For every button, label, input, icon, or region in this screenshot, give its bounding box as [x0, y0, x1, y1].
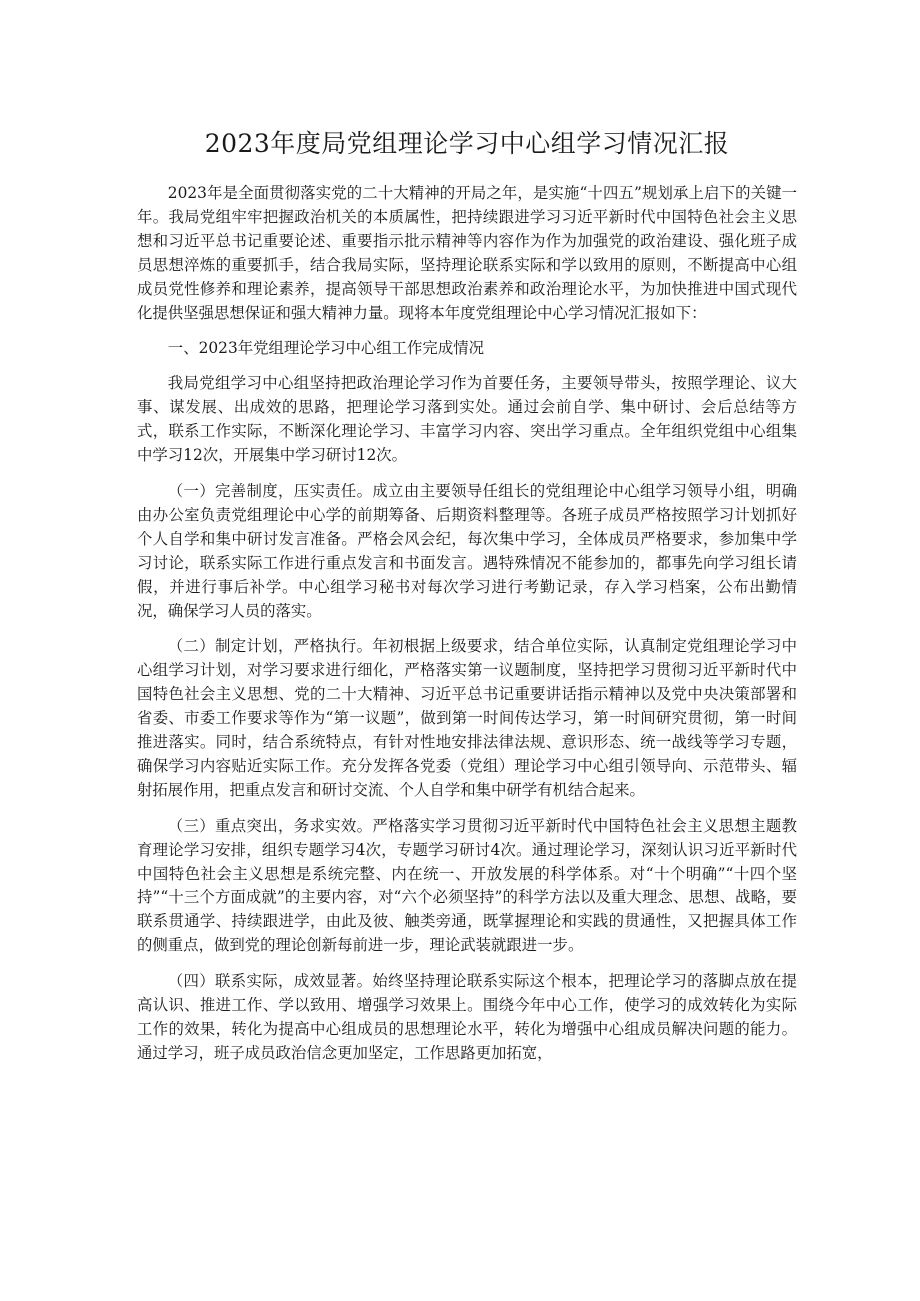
intro-paragraph: 2023年是全面贯彻落实党的二十大精神的开局之年，是实施“十四五”规划承上启下的关键一年。我局党组牢牢把握政治机关的本质属性，把持续跟进学习习近平新时代中国特色社会主义思想和习近平总书记重要论述、重要指示批示精神等内容作为作为加强党的政治建设、强化班子成员思想淬炼的重要抓手，结合我局实际，坚持理论联系实际和学以致用的原则，不断提高中心组成员党性修养和理论素养，提高领导干部思想政治素养和政治理论水平，为加快推进中国式现代化提供坚强思想保证和强大精神力量。现将本年度党组理论中心学习情况汇报如下： [137, 184, 797, 322]
section-summary-paragraph: 我局党组学习中心组坚持把政治理论学习作为首要任务，主要领导带头，按照学理论、议大事、谋发展、出成效的思路，把理论学习落到实处。通过会前自学、集中研讨、会后总结等方式，联系工作实际，不断深化理论学习、丰富学习内容、突出学习重点。全年组织党组中心组集中学习12次，开展集中学习研讨12次。 [137, 374, 797, 465]
subsection-paragraph-4: （四）联系实际，成效显著。始终坚持理论联系实际这个根本，把理论学习的落脚点放在提高认识、推进工作、学以致用、增强学习效果上。围绕今年中心工作，使学习的成效转化为实际工作的效果，转化为提高中心组成员的思想理论水平，转化为增强中心组成员解决问题的能力。通过学习，班子成员政治信念更加坚定，工作思路更加拓宽， [137, 972, 797, 1062]
section-heading: 一、2023年党组理论学习中心组工作完成情况 [167, 339, 484, 358]
document-page [137, 124, 797, 1078]
subsection-paragraph-2: （二）制定计划，严格执行。年初根据上级要求，结合单位实际，认真制定党组理论学习中心组学习计划，对学习要求进行细化，严格落实第一议题制度，坚持把学习贯彻习近平新时代中国特色社会主义思想、党的二十大精神、习近平总书记重要讲话指示精神以及党中央决策部署和省委、市委工作要求等作为“第一议题”，做到第一时间传达学习，第一时间研究贯彻，第一时间推进落实。同时，结合系统特点，有针对性地安排法律法规、意识形态、统一战线等学习专题，确保学习内容贴近实际工作。充分发挥各党委（党组）理论学习中心组引领导向、示范带头、辐射拓展作用，把重点发言和研讨交流、个人自学和集中研学有机结合起来。 [137, 637, 797, 799]
document-title: 2023年度局党组理论学习中心组学习情况汇报 [204, 129, 730, 158]
subsection-paragraph-3: （三）重点突出，务求实效。严格落实学习贯彻习近平新时代中国特色社会主义思想主题教育理论学习安排，组织专题学习4次，专题学习研讨4次。通过理论学习，深刻认识习近平新时代中国特色社会主义思想是系统完整、内在统一、开放发展的科学体系。对“十个明确”“十四个坚持”“十三个方面成就”的主要内容，对“六个必须坚持”的科学方法以及重大理念、思想、战略，要联系贯通学、持续跟进学，由此及彼、触类旁通，既掌握理论和实践的贯通性，又把握具体工作的侧重点，做到党的理论创新每前进一步，理论武装就跟进一步。 [137, 816, 797, 955]
subsection-paragraph-1: （一）完善制度，压实责任。成立由主要领导任组长的党组理论中心组学习领导小组，明确由办公室负责党组理论中心学的前期筹备、后期资料整理等。各班子成员严格按照学习计划抓好个人自学和集中研讨发言准备。严格会风会纪，每次集中学习，全体成员严格要求，参加集中学习讨论，联系实际工作进行重点发言和书面发言。遇特殊情况不能参加的，都事先向学习组长请假，并进行事后补学。中心组学习秘书对每次学习进行考勤记录，存入学习档案，公布出勤情况，确保学习人员的落实。 [137, 481, 797, 620]
